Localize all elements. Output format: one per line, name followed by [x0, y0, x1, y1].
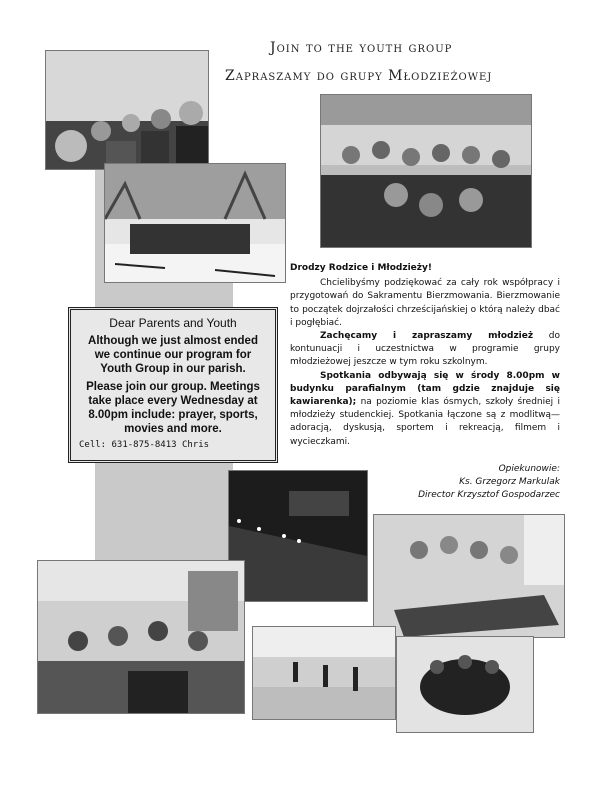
gym-huddle-photo	[396, 636, 534, 733]
snow-group-photo	[104, 163, 286, 283]
lake-group-photo	[320, 94, 532, 248]
signature-name-2: Director Krzysztof Gospodarzec	[418, 490, 560, 500]
polish-p3-rest: na poziomie klas ósmych, szkoły średniej i młodzieży studenckiej. Spotkania łączone są z modlitwą—adoracją, dyskusją, sportem i rekreacją, filmem i wycieczkami.	[290, 397, 560, 447]
polish-paragraph-1: Chcielibyśmy podziękować za cały rok współpracy i przygotowań do Sakramentu Bierzmowania. Bierzmowanie to początek dojrzałości chrześcijańskiej o którą należy dbać i pogłębiać.	[290, 278, 560, 328]
title-polish: Zapraszamy do grupy Młodzieżowej	[225, 68, 493, 84]
polish-p2-rest: do kontunuacji i uczestnictwa w programie grupy młodzieżowej jeszcze w tym roku szkolnym.	[290, 331, 560, 368]
polish-p2-bold: Zachęcamy i zapraszamy młodzież	[320, 331, 534, 342]
signature-label: Opiekunowie:	[498, 464, 560, 474]
info-paragraph-2: Please join our group. Meetings take place every Wednesday at 8.00pm include: prayer, sports, movies and more.	[86, 381, 260, 435]
polish-paragraph-2	[290, 330, 560, 370]
info-box	[68, 307, 278, 463]
billiards-photo	[373, 514, 565, 638]
info-heading: Dear Parents and Youth	[109, 316, 237, 330]
info-paragraph-1: Although we just almost ended we continue our program for Youth Group in our parish.	[88, 335, 258, 375]
polish-letter	[290, 262, 560, 449]
group-selfie-photo	[45, 50, 209, 170]
title-english: Join to the youth group	[270, 40, 453, 56]
gym-photo	[252, 626, 396, 720]
signature-block	[380, 463, 560, 502]
polish-p3-bold: Spotkania odbywają się w środy 8.00pm w budynku parafialnym (tam gdzie znajduje się kawiarenka);	[290, 370, 560, 408]
polish-greeting: Drodzy Rodzice i Młodzieży!	[290, 263, 433, 273]
circle-meeting-photo	[37, 560, 245, 714]
signature-name-1: Ks. Grzegorz Markulak	[459, 477, 560, 487]
contact-phone: Cell: 631-875-8413 Chris	[79, 440, 210, 450]
candle-room-photo	[228, 470, 368, 602]
polish-paragraph-3	[290, 370, 560, 449]
